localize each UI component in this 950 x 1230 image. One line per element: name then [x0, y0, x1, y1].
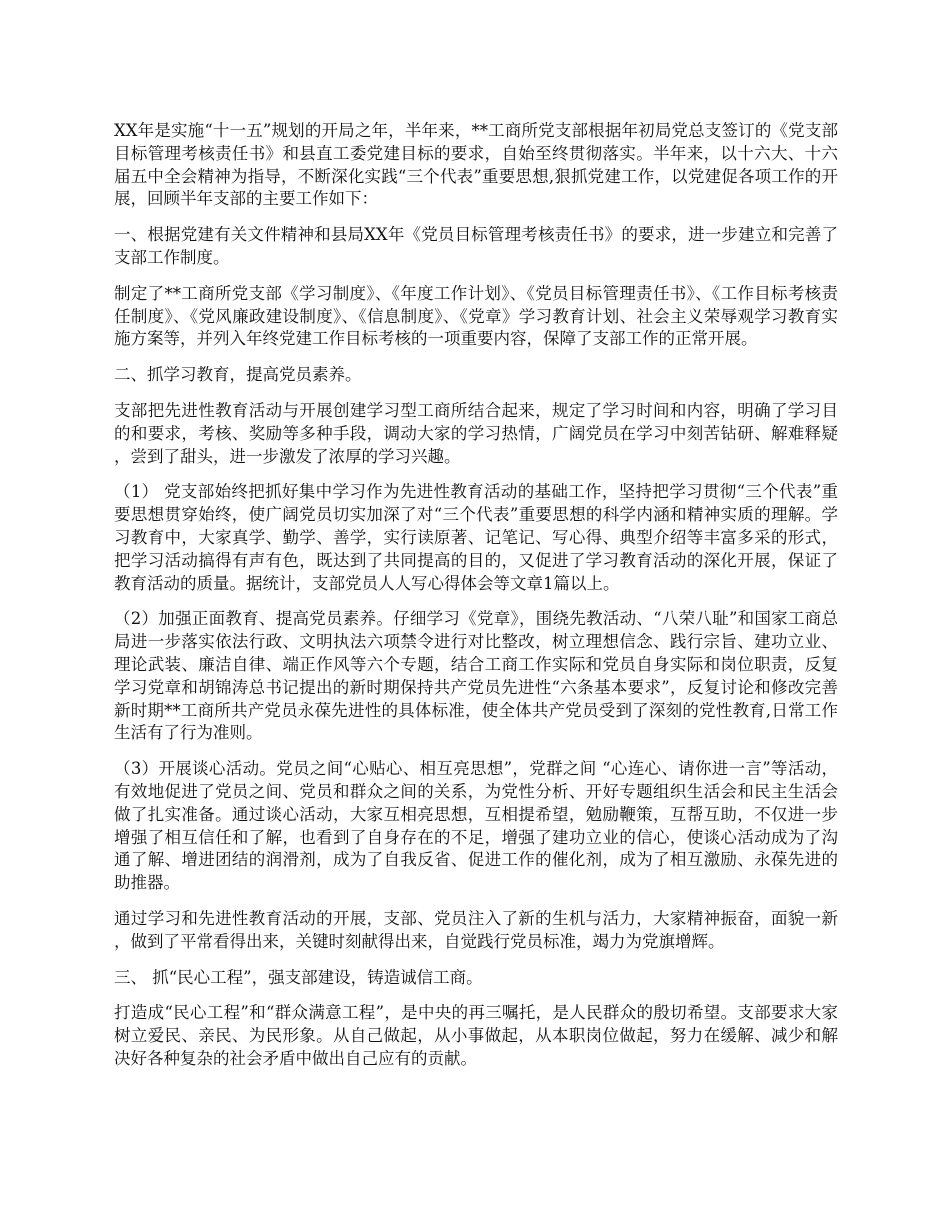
list-item-2: （2）加强正面教育、提高党员素养。仔细学习《党章》，围绕先教活动、“八荣八耻”和国家工商总局进一步落实依法行政、文明执法六项禁令进行对比整改，树立理想信念、践行宗旨、建功立业、理论武装、廉洁自律、端正作风等六个专题，结合工商工作实际和党员自身实际和岗位职责，反复学习党章和胡锦涛总书记提出的新时期保持共产党员先进性“六条基本要求”，反复讨论和修改完善新时期**工商所共产党员永葆先进性的具体标准，使全体共产党员受到了深刻的党性教育,日常工作生活有了行为准则。 — [114, 609, 838, 743]
intro-paragraph: XX年是实施“十一五”规划的开局之年，半年来，**工商所党支部根据年初局党总支签订的《党支部目标管理考核责任书》和县直工委党建目标的要求，自始至终贯彻落实。半年来，以十六大、十六届五中全会精神为指导，不断深化实践“三个代表”重要思想,狠抓党建工作，以党建促各项工作的开展，回顾半年支部的主要工作如下： — [114, 121, 838, 209]
list-item-3: （3）开展谈心活动。党员之间“心贴心、相互亮思想”，党群之间 “心连心、请你进一言”等活动，有效地促进了党员之间、党员和群众之间的关系，为党性分析、开好专题组织生活会和民主生活会做了扎实准备。通过谈心活动，大家互相亮思想，互相提希望，勉励鞭策，互帮互助，不仅进一步增强了相互信任和了解，也看到了自身存在的不足，增强了建功立业的信心，使谈心活动成为了沟通了解、增进团结的润滑剂，成为了自我反省、促进工作的催化剂，成为了相互激励、永葆先进的助推器。 — [114, 759, 838, 893]
section-heading-3: 三、 抓“民心工程”，强支部建设，铸造诚信工商。 — [114, 967, 483, 987]
body-paragraph: 支部把先进性教育活动与开展创建学习型工商所结合起来，规定了学习时间和内容，明确了学习目的和要求，考核、奖励等多种手段，调动大家的学习热情，广阔党员在学习中刻苦钻研、解难释疑，尝到了甜头，进一步激发了浓厚的学习兴趣。 — [114, 400, 838, 466]
document-body — [114, 120, 838, 1084]
section-heading-2: 二、抓学习教育，提高党员素养。 — [114, 365, 362, 385]
section-heading-1: 一、根据党建有关文件精神和县局XX年《党员目标管理考核责任书》的要求，进一步建立和完善了支部工作制度。 — [114, 225, 838, 267]
body-paragraph: 通过学习和先进性教育活动的开展，支部、党员注入了新的生机与活力，大家精神振奋，面貌一新，做到了平常看得出来，关键时刻献得出来，自觉践行党员标准，竭力为党旗增辉。 — [114, 908, 838, 951]
body-paragraph: 制定了**工商所党支部《学习制度》、《年度工作计划》、《党员目标管理责任书》、《工作目标考核责任制度》、《党风廉政建设制度》、《信息制度》、《党章》学习教育计划、社会主义荣辱观学习教育实施方案等，并列入年终党建工作目标考核的一项重要内容，保障了支部工作的正常开展。 — [114, 283, 838, 349]
list-item-1: （1） 党支部始终把抓好集中学习作为先进性教育活动的基础工作，坚持把学习贯彻“三个代表”重要思想贯穿始终，使广阔党员切实加深了对“三个代表”重要思想的科学内涵和精神实质的理解。学习教育中，大家真学、勤学、善学，实行读原著、记笔记、写心得、典型介绍等丰富多采的形式，把学习活动搞得有声有色，既达到了共同提高的目的，又促进了学习教育活动的深化开展，保证了教育活动的质量。据统计，支部党员人人写心得体会等文章1篇以上。 — [114, 482, 838, 593]
body-paragraph: 打造成“民心工程”和“群众满意工程”，是中央的再三嘱托，是人民群众的殷切希望。支部要求大家树立爱民、亲民、为民形象。从自己做起，从小事做起，从本职岗位做起，努力在缓解、减少和解决好各种复杂的社会矛盾中做出自己应有的贡献。 — [114, 1003, 838, 1068]
